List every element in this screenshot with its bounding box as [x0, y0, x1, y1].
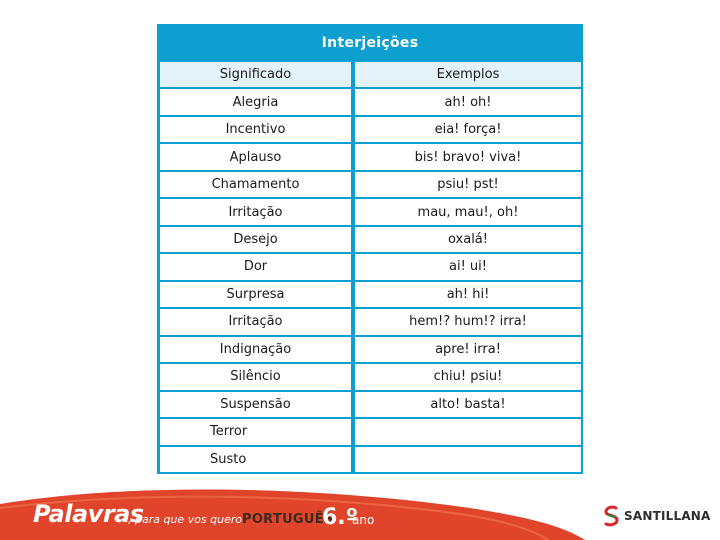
- grade-word: ano: [352, 513, 375, 527]
- cell-significado: Aplauso: [160, 144, 351, 169]
- subject-label: PORTUGUÊS: [242, 512, 334, 527]
- interjections-table: [157, 24, 583, 474]
- cell-exemplos: chiu! psiu!: [355, 364, 581, 389]
- table-grid: [160, 62, 581, 472]
- cell-exemplos: ah! hi!: [355, 282, 581, 307]
- cell-significado: Susto: [160, 447, 351, 472]
- header-significado: Significado: [160, 62, 351, 87]
- cell-exemplos: psiu! pst!: [355, 172, 581, 197]
- brand-name: Palavras: [33, 500, 144, 528]
- cell-significado: Irritação: [160, 309, 351, 334]
- cell-significado: Silêncio: [160, 364, 351, 389]
- publisher-name: SANTILLANA: [624, 509, 711, 523]
- cell-significado: Terror: [160, 419, 351, 444]
- cell-significado: Dor: [160, 254, 351, 279]
- grade-number: 6.º: [322, 505, 359, 530]
- cell-significado: Suspensão: [160, 392, 351, 417]
- brand-tagline: , para que vos quero: [128, 513, 243, 526]
- cell-significado: Incentivo: [160, 117, 351, 142]
- cell-exemplos: ai! ui!: [355, 254, 581, 279]
- santillana-logo-icon: [603, 505, 621, 527]
- cell-significado: Chamamento: [160, 172, 351, 197]
- cell-significado: Surpresa: [160, 282, 351, 307]
- cell-exemplos: [355, 447, 581, 472]
- cell-exemplos: eia! força!: [355, 117, 581, 142]
- cell-significado: Alegria: [160, 89, 351, 114]
- cell-exemplos: bis! bravo! viva!: [355, 144, 581, 169]
- header-exemplos: Exemplos: [355, 62, 581, 87]
- cell-exemplos: mau, mau!, oh!: [355, 199, 581, 224]
- cell-exemplos: ah! oh!: [355, 89, 581, 114]
- cell-exemplos: hem!? hum!? irra!: [355, 309, 581, 334]
- publisher-logo-group: [603, 505, 711, 527]
- cell-significado: Irritação: [160, 199, 351, 224]
- table-title: Interjeições: [321, 35, 419, 51]
- cell-exemplos: apre! irra!: [355, 337, 581, 362]
- cell-exemplos: [355, 419, 581, 444]
- cell-exemplos: alto! basta!: [355, 392, 581, 417]
- cell-significado: Indignação: [160, 337, 351, 362]
- cell-exemplos: oxalá!: [355, 227, 581, 252]
- cell-significado: Desejo: [160, 227, 351, 252]
